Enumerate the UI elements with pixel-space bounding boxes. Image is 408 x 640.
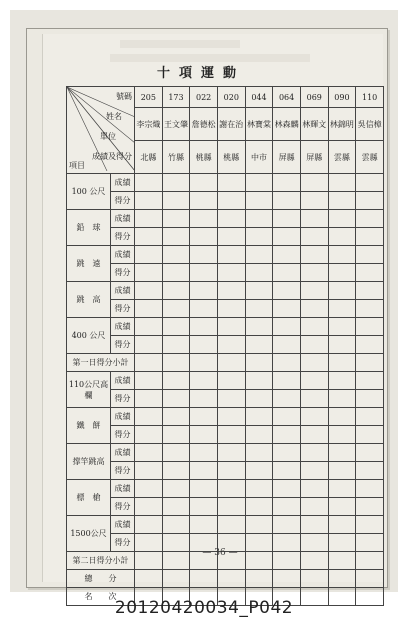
total-row-label: 總 分: [67, 570, 135, 588]
blank-cell: [135, 570, 163, 588]
score-cell: [245, 282, 273, 300]
score-cell: [356, 246, 384, 264]
points-cell: [135, 264, 163, 282]
score-cell: [273, 174, 301, 192]
athlete-number: 090: [328, 87, 356, 108]
score-cell: [300, 174, 328, 192]
score-cell: [135, 174, 163, 192]
score-cell: [328, 408, 356, 426]
points-cell: [217, 264, 245, 282]
event-name: 撑竿跳高: [67, 444, 111, 480]
points-cell: [245, 426, 273, 444]
points-cell: [328, 336, 356, 354]
points-cell: [328, 462, 356, 480]
event-points-label: 得分: [111, 426, 135, 444]
points-cell: [300, 336, 328, 354]
points-cell: [300, 390, 328, 408]
score-cell: [162, 210, 190, 228]
event-name: 400 公尺: [67, 318, 111, 354]
score-cell: [300, 210, 328, 228]
event-score-label: 成績: [111, 516, 135, 534]
athlete-name: 王文肇: [162, 108, 190, 141]
points-cell: [190, 228, 218, 246]
score-cell: [135, 480, 163, 498]
athlete-number: 205: [135, 87, 163, 108]
blank-cell: [135, 354, 163, 372]
score-cell: [217, 480, 245, 498]
score-cell: [273, 480, 301, 498]
points-cell: [162, 264, 190, 282]
athlete-name: 林輝文: [300, 108, 328, 141]
score-cell: [190, 318, 218, 336]
blank-cell: [273, 552, 301, 570]
score-cell: [273, 318, 301, 336]
event-score-label: 成績: [111, 480, 135, 498]
score-cell: [162, 318, 190, 336]
points-cell: [162, 462, 190, 480]
event-name: 110公尺高欄: [67, 372, 111, 408]
header-diagonal-cell: [67, 87, 135, 174]
points-cell: [328, 426, 356, 444]
blank-cell: [273, 354, 301, 372]
athlete-number: 173: [162, 87, 190, 108]
score-cell: [162, 516, 190, 534]
subtotal-day1-row-label: 第一日得分小計: [67, 354, 135, 372]
score-cell: [328, 480, 356, 498]
athlete-name: 李宗熾: [135, 108, 163, 141]
points-cell: [300, 300, 328, 318]
points-cell: [328, 498, 356, 516]
blank-cell: [356, 570, 384, 588]
points-cell: [328, 300, 356, 318]
points-cell: [273, 336, 301, 354]
score-cell: [300, 480, 328, 498]
event-score-label: 成績: [111, 372, 135, 390]
points-cell: [245, 300, 273, 318]
athlete-name: 林錦明: [328, 108, 356, 141]
event-score-label: 成績: [111, 318, 135, 336]
points-cell: [162, 336, 190, 354]
blank-cell: [135, 552, 163, 570]
points-cell: [217, 300, 245, 318]
points-cell: [356, 462, 384, 480]
points-cell: [135, 192, 163, 210]
points-cell: [162, 300, 190, 318]
event-name: 標 槍: [67, 480, 111, 516]
score-cell: [300, 372, 328, 390]
points-cell: [190, 264, 218, 282]
score-cell: [245, 408, 273, 426]
points-cell: [245, 390, 273, 408]
score-cell: [245, 174, 273, 192]
athlete-county: 竹縣: [162, 141, 190, 174]
points-cell: [135, 300, 163, 318]
blank-cell: [328, 570, 356, 588]
athlete-county: 中市: [245, 141, 273, 174]
score-cell: [217, 282, 245, 300]
score-cell: [190, 372, 218, 390]
points-cell: [135, 498, 163, 516]
score-cell: [190, 174, 218, 192]
score-cell: [162, 174, 190, 192]
points-cell: [135, 534, 163, 552]
points-cell: [356, 336, 384, 354]
score-cell: [245, 246, 273, 264]
points-cell: [217, 498, 245, 516]
score-cell: [135, 210, 163, 228]
score-cell: [135, 318, 163, 336]
points-cell: [300, 426, 328, 444]
event-score-label: 成績: [111, 246, 135, 264]
points-cell: [328, 264, 356, 282]
event-score-label: 成績: [111, 282, 135, 300]
athlete-name: 吳信樟: [356, 108, 384, 141]
blank-cell: [162, 570, 190, 588]
athlete-number: 044: [245, 87, 273, 108]
points-cell: [190, 300, 218, 318]
event-points-label: 得分: [111, 462, 135, 480]
points-cell: [356, 264, 384, 282]
points-cell: [162, 390, 190, 408]
score-cell: [328, 516, 356, 534]
blank-cell: [217, 354, 245, 372]
athlete-county: 雲縣: [356, 141, 384, 174]
event-points-label: 得分: [111, 498, 135, 516]
event-points-label: 得分: [111, 336, 135, 354]
points-cell: [356, 228, 384, 246]
points-cell: [217, 192, 245, 210]
score-cell: [162, 408, 190, 426]
points-cell: [273, 192, 301, 210]
event-score-label: 成績: [111, 210, 135, 228]
header-item-label: 項目: [69, 161, 85, 170]
athlete-number: 020: [217, 87, 245, 108]
points-cell: [273, 264, 301, 282]
athlete-number: 064: [273, 87, 301, 108]
score-cell: [328, 174, 356, 192]
points-cell: [245, 498, 273, 516]
page-number: — 36 —: [202, 548, 238, 558]
points-cell: [300, 462, 328, 480]
score-cell: [245, 516, 273, 534]
event-points-label: 得分: [111, 264, 135, 282]
score-cell: [273, 210, 301, 228]
event-name: 跳 遠: [67, 246, 111, 282]
score-cell: [190, 444, 218, 462]
score-cell: [217, 246, 245, 264]
blank-cell: [217, 570, 245, 588]
event-score-label: 成績: [111, 444, 135, 462]
points-cell: [217, 390, 245, 408]
score-cell: [328, 246, 356, 264]
score-cell: [135, 444, 163, 462]
score-cell: [245, 210, 273, 228]
points-cell: [273, 228, 301, 246]
points-cell: [245, 192, 273, 210]
points-cell: [356, 498, 384, 516]
score-cell: [217, 408, 245, 426]
event-points-label: 得分: [111, 300, 135, 318]
blank-cell: [162, 354, 190, 372]
points-cell: [300, 264, 328, 282]
blank-cell: [300, 570, 328, 588]
blank-cell: [356, 354, 384, 372]
score-cell: [300, 318, 328, 336]
points-cell: [273, 426, 301, 444]
points-cell: [273, 390, 301, 408]
event-points-label: 得分: [111, 228, 135, 246]
points-cell: [356, 390, 384, 408]
score-cell: [273, 372, 301, 390]
athlete-name: 林寶棠: [245, 108, 273, 141]
points-cell: [245, 462, 273, 480]
points-cell: [300, 534, 328, 552]
score-cell: [217, 210, 245, 228]
score-cell: [328, 318, 356, 336]
score-cell: [356, 372, 384, 390]
points-cell: [245, 336, 273, 354]
points-cell: [328, 390, 356, 408]
athlete-county: 雲縣: [328, 141, 356, 174]
points-cell: [356, 534, 384, 552]
score-cell: [245, 372, 273, 390]
blank-cell: [190, 354, 218, 372]
points-cell: [273, 534, 301, 552]
points-cell: [245, 228, 273, 246]
score-cell: [135, 246, 163, 264]
points-cell: [273, 462, 301, 480]
points-cell: [300, 228, 328, 246]
points-cell: [135, 462, 163, 480]
athlete-county: 北縣: [135, 141, 163, 174]
points-cell: [190, 192, 218, 210]
athlete-county: 桃縣: [217, 141, 245, 174]
score-cell: [356, 174, 384, 192]
score-cell: [328, 372, 356, 390]
points-cell: [135, 336, 163, 354]
points-cell: [300, 192, 328, 210]
event-points-label: 得分: [111, 534, 135, 552]
score-cell: [135, 408, 163, 426]
points-cell: [356, 300, 384, 318]
athlete-county: 屏縣: [273, 141, 301, 174]
event-score-label: 成績: [111, 174, 135, 192]
athlete-county: 屏縣: [300, 141, 328, 174]
subtotal-day2-row-label: 第二日得分小計: [67, 552, 135, 570]
points-cell: [328, 228, 356, 246]
points-cell: [162, 498, 190, 516]
blank-cell: [328, 552, 356, 570]
athlete-name: 謝在治: [217, 108, 245, 141]
header-unit-label: 單位: [100, 132, 116, 141]
score-cell: [135, 282, 163, 300]
rank-row-label: 名 次: [67, 588, 135, 606]
points-cell: [328, 534, 356, 552]
score-cell: [217, 444, 245, 462]
athlete-number: 022: [190, 87, 218, 108]
header-name-label: 姓名: [106, 112, 122, 121]
blank-cell: [273, 570, 301, 588]
score-cell: [356, 444, 384, 462]
points-cell: [135, 426, 163, 444]
points-cell: [190, 462, 218, 480]
decathlon-score-table: [66, 86, 384, 606]
athlete-name: 林森麟: [273, 108, 301, 141]
score-cell: [190, 408, 218, 426]
blank-cell: [328, 354, 356, 372]
points-cell: [273, 300, 301, 318]
score-cell: [245, 480, 273, 498]
score-cell: [217, 516, 245, 534]
blank-cell: [356, 552, 384, 570]
score-cell: [217, 318, 245, 336]
score-cell: [135, 516, 163, 534]
event-score-label: 成績: [111, 408, 135, 426]
score-cell: [217, 174, 245, 192]
score-cell: [190, 516, 218, 534]
page-title: 十項運動: [156, 66, 245, 81]
score-cell: [217, 372, 245, 390]
score-cell: [190, 480, 218, 498]
score-cell: [162, 480, 190, 498]
score-cell: [356, 480, 384, 498]
points-cell: [217, 426, 245, 444]
score-cell: [135, 372, 163, 390]
score-cell: [356, 408, 384, 426]
points-cell: [217, 228, 245, 246]
score-cell: [273, 408, 301, 426]
score-cell: [356, 318, 384, 336]
points-cell: [135, 228, 163, 246]
header-result-label: 成績及得分: [92, 152, 132, 161]
score-cell: [356, 282, 384, 300]
points-cell: [217, 462, 245, 480]
score-cell: [273, 516, 301, 534]
event-name: 100 公尺: [67, 174, 111, 210]
score-cell: [190, 210, 218, 228]
points-cell: [190, 390, 218, 408]
points-cell: [162, 426, 190, 444]
athlete-number: 110: [356, 87, 384, 108]
points-cell: [190, 336, 218, 354]
points-cell: [356, 192, 384, 210]
score-cell: [356, 210, 384, 228]
points-cell: [162, 192, 190, 210]
score-cell: [162, 246, 190, 264]
points-cell: [217, 336, 245, 354]
score-cell: [162, 444, 190, 462]
score-cell: [300, 408, 328, 426]
score-cell: [162, 282, 190, 300]
score-cell: [245, 318, 273, 336]
score-cell: [328, 210, 356, 228]
points-cell: [328, 192, 356, 210]
score-cell: [245, 444, 273, 462]
event-points-label: 得分: [111, 192, 135, 210]
score-cell: [300, 282, 328, 300]
score-cell: [300, 516, 328, 534]
score-cell: [300, 246, 328, 264]
header-number-label: 號碼: [116, 92, 132, 101]
event-name: 跳 高: [67, 282, 111, 318]
event-name: 鉛 球: [67, 210, 111, 246]
score-cell: [162, 372, 190, 390]
points-cell: [356, 426, 384, 444]
athlete-county: 桃縣: [190, 141, 218, 174]
score-cell: [328, 444, 356, 462]
blank-cell: [245, 354, 273, 372]
points-cell: [273, 498, 301, 516]
blank-cell: [190, 570, 218, 588]
score-cell: [273, 444, 301, 462]
score-cell: [190, 282, 218, 300]
event-points-label: 得分: [111, 390, 135, 408]
blank-cell: [300, 552, 328, 570]
blank-cell: [300, 354, 328, 372]
points-cell: [300, 498, 328, 516]
event-name: 鐵 餅: [67, 408, 111, 444]
athlete-number: 069: [300, 87, 328, 108]
points-cell: [135, 390, 163, 408]
athlete-name: 詹德松: [190, 108, 218, 141]
points-cell: [190, 426, 218, 444]
points-cell: [162, 228, 190, 246]
score-cell: [190, 246, 218, 264]
score-cell: [273, 282, 301, 300]
points-cell: [190, 498, 218, 516]
points-cell: [245, 264, 273, 282]
score-cell: [300, 444, 328, 462]
image-caption: 20120420034_P042: [114, 598, 294, 618]
score-cell: [328, 282, 356, 300]
blank-cell: [245, 570, 273, 588]
score-cell: [273, 246, 301, 264]
score-cell: [356, 516, 384, 534]
event-name: 1500公尺: [67, 516, 111, 552]
